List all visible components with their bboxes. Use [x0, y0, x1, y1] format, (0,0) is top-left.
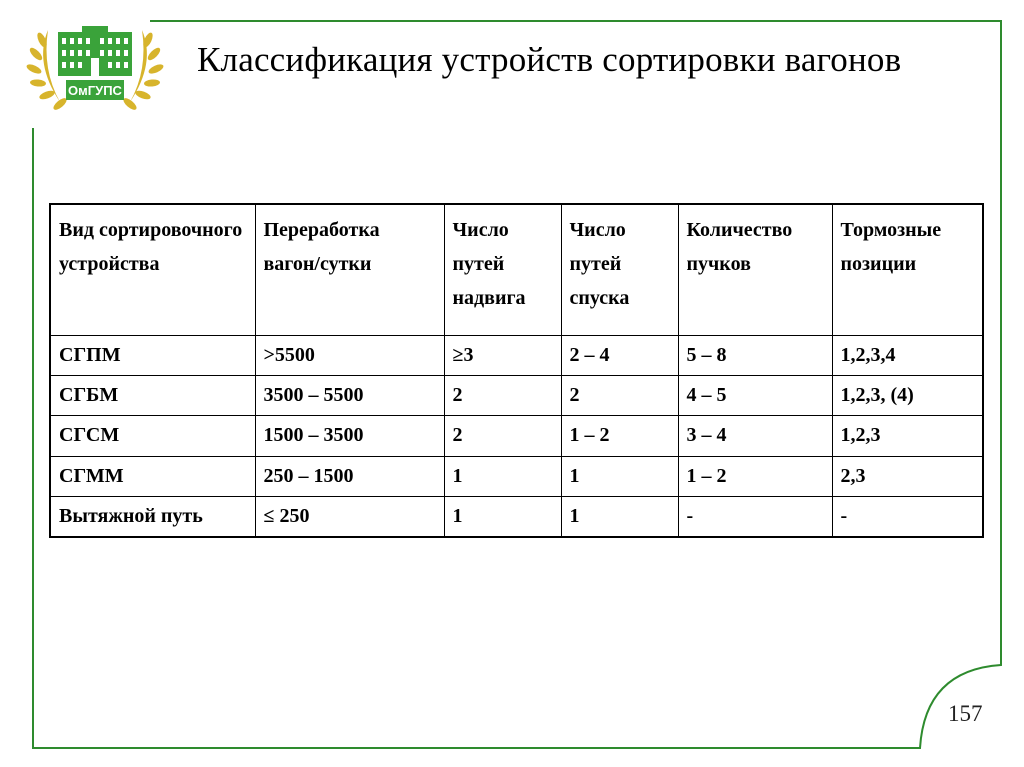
table-cell: 5 – 8 [678, 335, 832, 375]
table-cell: - [832, 496, 983, 537]
table-cell: 2 [444, 376, 561, 416]
table-cell: >5500 [255, 335, 444, 375]
table-cell: 1,2,3,4 [832, 335, 983, 375]
table-row [50, 456, 983, 496]
header-cell: Число путей спуска [561, 204, 678, 335]
table-cell: СГММ [50, 456, 255, 496]
omgups-logo [20, 18, 170, 118]
table-cell: 1 [444, 456, 561, 496]
table-cell: 1 [561, 456, 678, 496]
table-cell: 1,2,3 [832, 416, 983, 456]
table-cell: 1 – 2 [678, 456, 832, 496]
classification-table [49, 203, 984, 538]
building-icon [58, 26, 132, 76]
header-cell: Вид сортировочного устройства [50, 204, 255, 335]
table-cell: 1 – 2 [561, 416, 678, 456]
header-cell: Тормозные позиции [832, 204, 983, 335]
table-row [50, 335, 983, 375]
table-cell: СГСМ [50, 416, 255, 456]
logo-text: ОмГУПС [68, 83, 122, 98]
header-cell: Количество пучков [678, 204, 832, 335]
table-cell: 1,2,3, (4) [832, 376, 983, 416]
table-cell: 1 [444, 496, 561, 537]
header-cell: Переработка вагон/сутки [255, 204, 444, 335]
header-cell: Число путей надвига [444, 204, 561, 335]
table-cell: 2 – 4 [561, 335, 678, 375]
table-cell: ≤ 250 [255, 496, 444, 537]
table-cell: 4 – 5 [678, 376, 832, 416]
table-cell: 3 – 4 [678, 416, 832, 456]
table-cell: - [678, 496, 832, 537]
table-cell: СГПМ [50, 335, 255, 375]
table-cell: 2,3 [832, 456, 983, 496]
table-cell: 250 – 1500 [255, 456, 444, 496]
page-number: 157 [948, 701, 983, 726]
table-row [50, 416, 983, 456]
table-cell: 1 [561, 496, 678, 537]
slide-title: Классификация устройств сортировки вагонов [197, 40, 902, 79]
table-cell: 2 [444, 416, 561, 456]
table-cell: 2 [561, 376, 678, 416]
table-header-row [50, 204, 983, 335]
table-row [50, 496, 983, 537]
table-cell: ≥3 [444, 335, 561, 375]
table-row [50, 376, 983, 416]
table-cell: СГБМ [50, 376, 255, 416]
table-cell: Вытяжной путь [50, 496, 255, 537]
table-cell: 3500 – 5500 [255, 376, 444, 416]
table-cell: 1500 – 3500 [255, 416, 444, 456]
